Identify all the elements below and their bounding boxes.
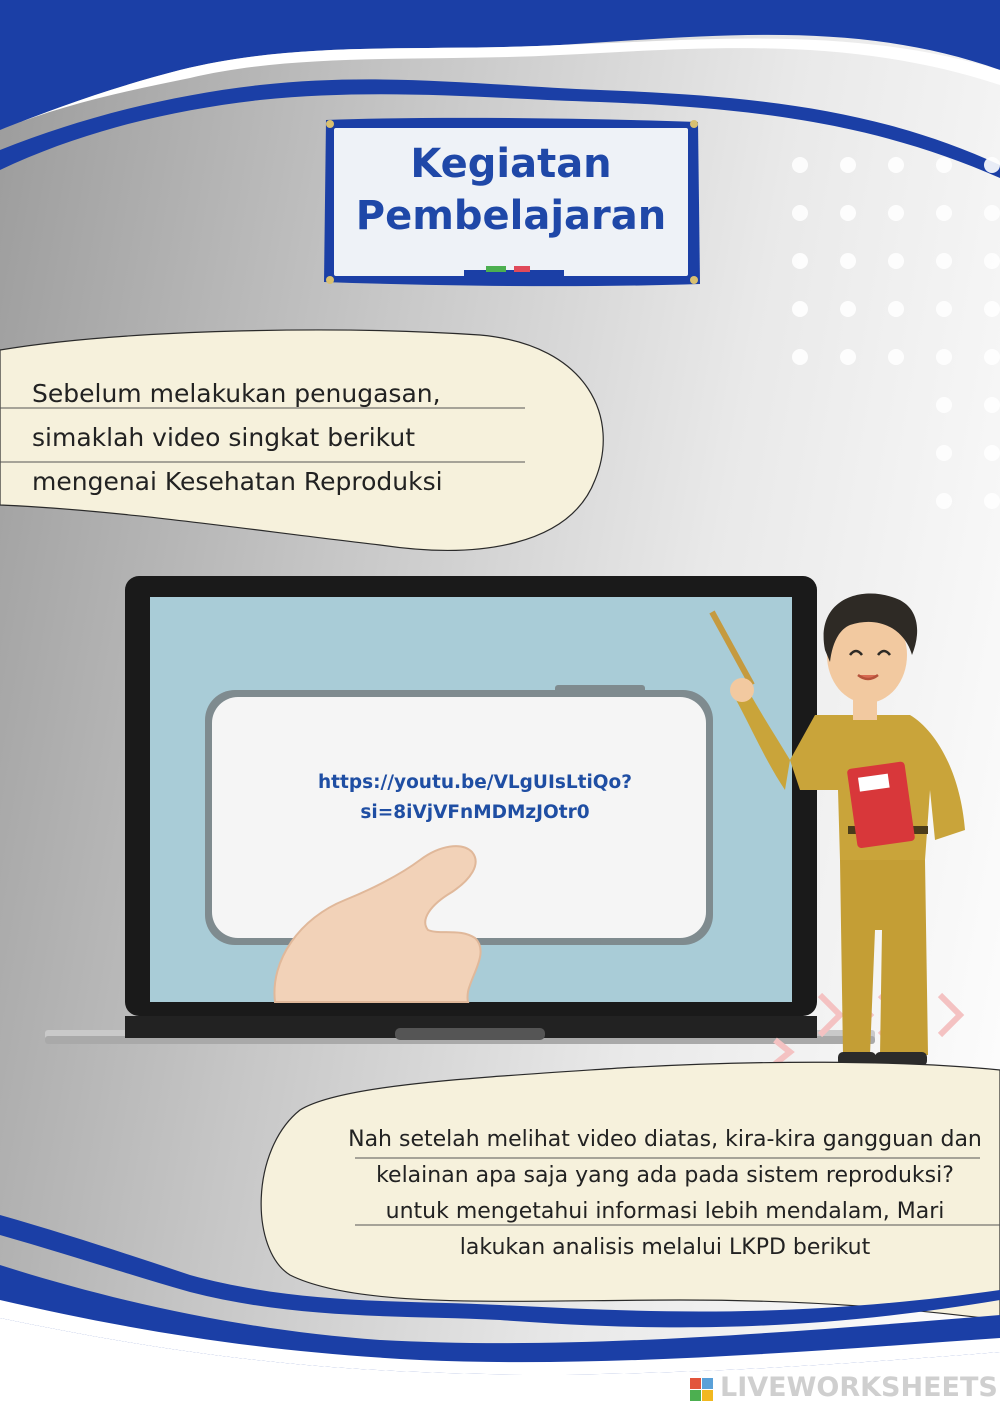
closing-line: lakukan analisis melalui LKPD berikut	[459, 1235, 871, 1260]
intro-text	[32, 372, 552, 504]
closing-line: untuk mengetahui informasi lebih mendalam, Mari	[385, 1199, 945, 1224]
video-link-line-2[interactable]: si=8iVjVFnMDMzJOtr0	[360, 802, 590, 823]
video-link-line-1[interactable]: https://youtu.be/VLgUIsLtiQo?	[318, 772, 632, 793]
title-line-1: Kegiatan	[410, 141, 612, 187]
intro-line: Sebelum melakukan penugasan,	[32, 379, 441, 408]
page-title	[318, 138, 704, 242]
closing-line: kelainan apa saja yang ada pada sistem reproduksi?	[376, 1163, 954, 1188]
intro-line: mengenai Kesehatan Reproduksi	[32, 467, 443, 496]
intro-line: simaklah video singkat berikut	[32, 423, 416, 452]
closing-text	[330, 1122, 1000, 1266]
closing-line: Nah setelah melihat video diatas, kira-kira gangguan dan	[348, 1127, 982, 1152]
title-line-2: Pembelajaran	[355, 193, 667, 239]
footer-brand: LIVEWORKSHEETS	[720, 1372, 998, 1403]
video-link[interactable]	[280, 768, 670, 828]
dot-pattern	[792, 157, 1000, 509]
